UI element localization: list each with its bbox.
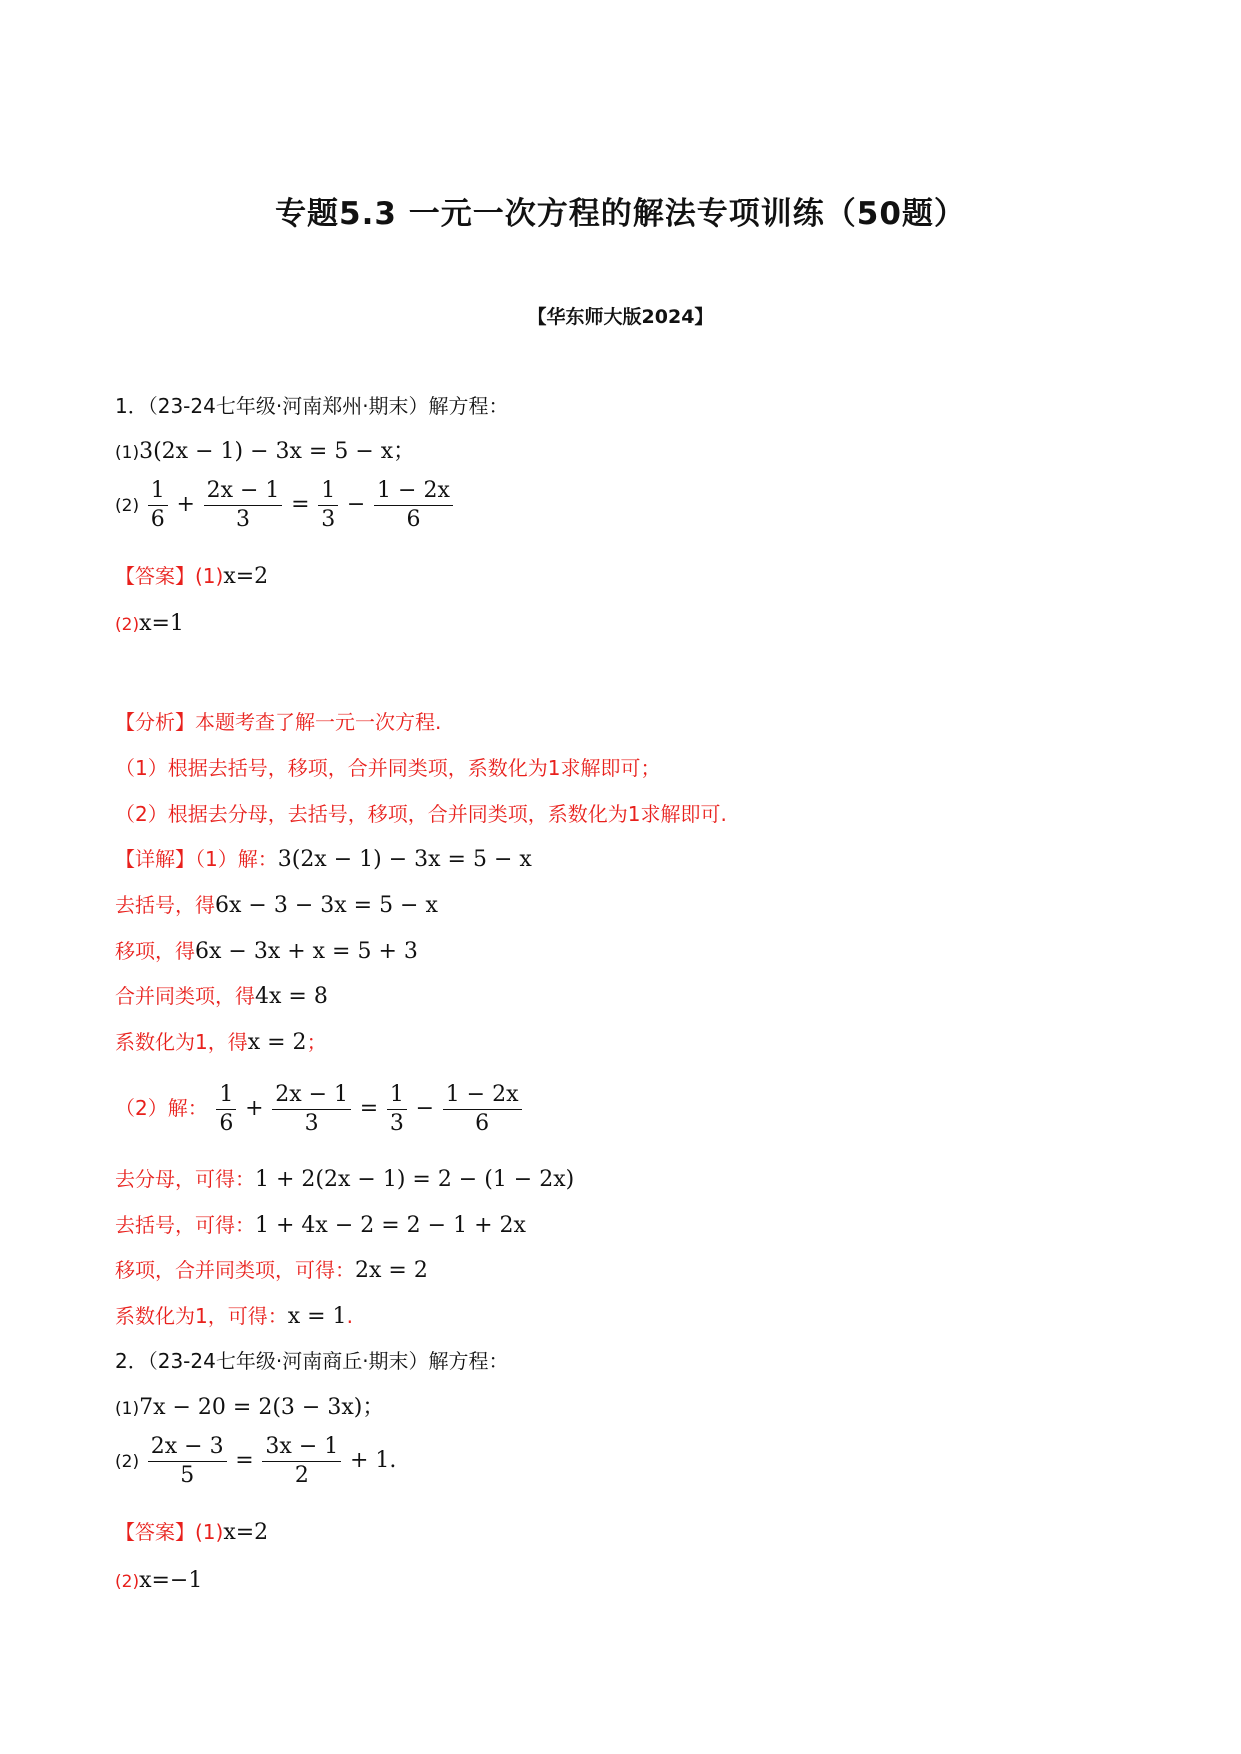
fraction: $\frac{2x - 1}{3}$: [272, 1082, 351, 1137]
solution-step: 移项，得6x − 3x + x = 5 + 3: [115, 939, 418, 964]
fraction: $\frac{1}{6}$: [148, 478, 168, 533]
analysis-step-1: （1）根据去括号，移项，合并同类项，系数化为1求解即可；: [115, 756, 661, 780]
edition-subtitle: 【华东师大版2024】: [527, 306, 714, 328]
detail-heading: 【详解】（1）解：3(2x − 1) − 3x = 5 − x: [115, 847, 532, 872]
question-2-answer: 【答案】(1)x=2: [115, 1520, 269, 1545]
analysis-heading: 【分析】本题考查了解一元一次方程.: [115, 710, 442, 734]
question-2-answer-2: (2)x=−1: [115, 1568, 203, 1593]
fraction: $\frac{2x - 3}{5}$: [148, 1434, 227, 1489]
solution-step: 移项，合并同类项，可得：2x = 2: [115, 1258, 428, 1283]
solution-step: 去括号，得6x − 3 − 3x = 5 − x: [115, 893, 438, 918]
fraction: $\frac{1}{3}$: [318, 478, 338, 533]
page-title: 专题5.3 一元一次方程的解法专项训练（50题）: [275, 196, 966, 232]
fraction: $\frac{1}{6}$: [216, 1082, 236, 1137]
question-1-answer-2: (2)x=1: [115, 611, 184, 636]
solution-step: 去括号，可得：1 + 4x − 2 = 2 − 1 + 2x: [115, 1213, 526, 1238]
fraction: $\frac{1 - 2x}{6}$: [443, 1082, 522, 1137]
analysis-step-2: （2）根据去分母，去括号，移项，合并同类项，系数化为1求解即可.: [115, 802, 727, 826]
solution-step: 去分母，可得：1 + 2(2x − 1) = 2 − (1 − 2x): [115, 1167, 575, 1192]
solution-step: 系数化为1，可得：x = 1.: [115, 1304, 353, 1329]
fraction: $\frac{1}{3}$: [387, 1082, 407, 1137]
fraction: $\frac{3x - 1}{2}$: [262, 1434, 341, 1489]
question-1-answer: 【答案】(1)x=2: [115, 564, 269, 589]
solution-step: 系数化为1，得x = 2；: [115, 1030, 327, 1055]
question-1-part-1: (1)3(2x − 1) − 3x = 5 − x；: [115, 439, 416, 464]
question-1-part-2: (2) $\frac{1}{6}$ + $\frac{2x - 1}{3}$ = $\frac{1}{3}$ − $\frac{1 - 2x}{6}$: [115, 478, 455, 533]
question-2-header: 2．（23-24七年级·河南商丘·期末）解方程：: [115, 1349, 509, 1373]
part-2-solution-heading: （2）解： $\frac{1}{6}$ + $\frac{2x - 1}{3}$ = $\frac{1}{3}$ − $\frac{1 - 2x}{6}$: [115, 1082, 524, 1137]
question-1-header: 1．（23-24七年级·河南郑州·期末）解方程：: [115, 394, 509, 418]
solution-step: 合并同类项，得4x = 8: [115, 984, 328, 1009]
question-2-part-1: (1)7x − 20 = 2(3 − 3x)；: [115, 1395, 385, 1420]
fraction: $\frac{2x - 1}{3}$: [204, 478, 283, 533]
question-2-part-2: (2) $\frac{2x - 3}{5}$ = $\frac{3x - 1}{2}$ + 1.: [115, 1434, 397, 1488]
fraction: $\frac{1 - 2x}{6}$: [374, 478, 453, 533]
